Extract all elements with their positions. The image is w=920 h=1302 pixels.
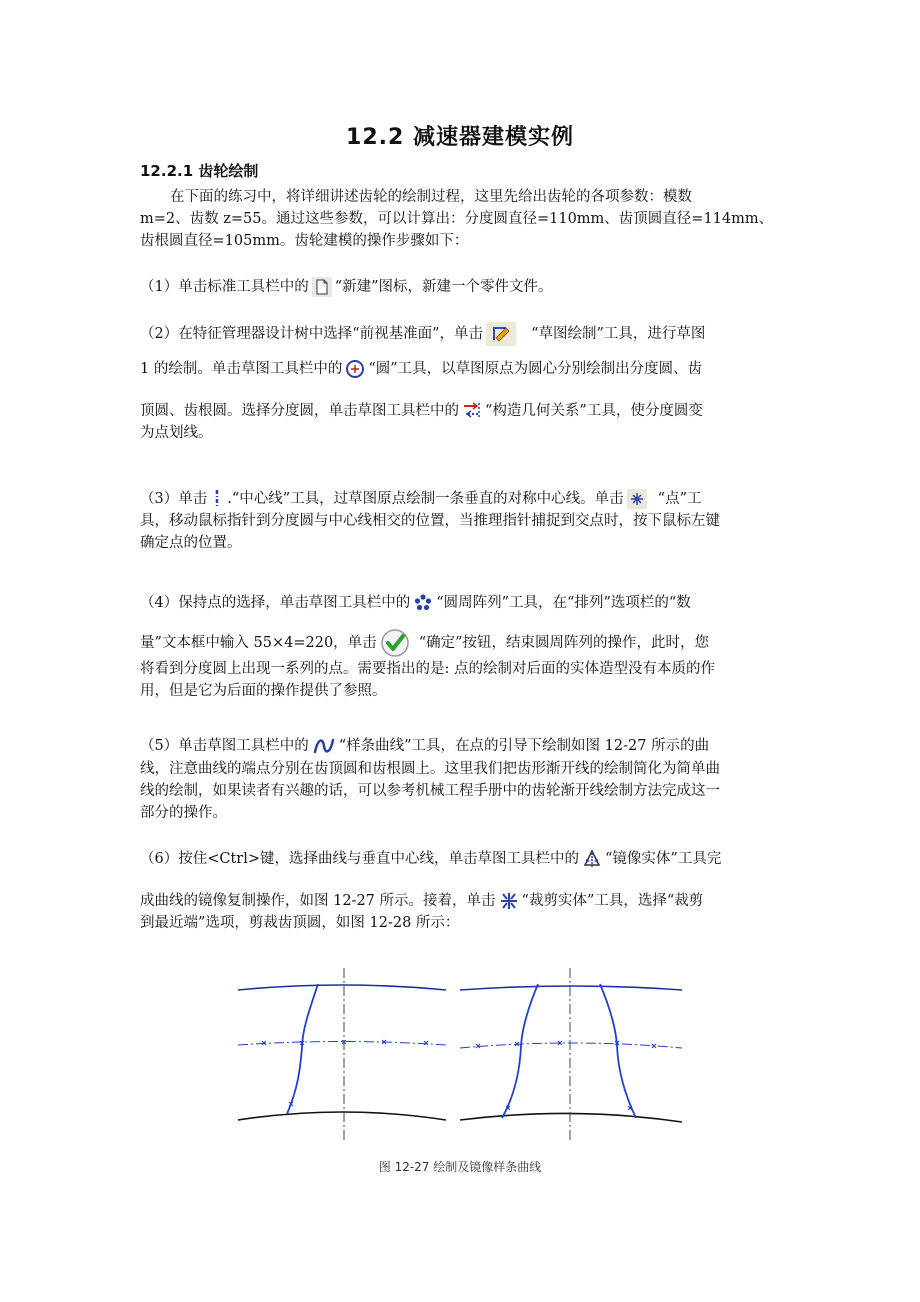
intro-line: m=2、齿数 z=55。通过这些参数，可以计算出：分度圆直径=110mm、齿顶圆直径=114mm、 [140, 211, 774, 227]
figure-left-panel [238, 968, 446, 1140]
step-4-text: （4）保持点的选择，单击草图工具栏中的 [140, 595, 411, 611]
step-3-text: 具，移动鼠标指针到分度圆与中心线相交的位置，当推理指针捕捉到交点时，按下鼠标左键 [140, 513, 720, 529]
dedendum-circle [460, 1113, 682, 1122]
step-5-text: 部分的操作。 [140, 805, 227, 821]
step-4 [140, 592, 784, 702]
circle-icon [345, 359, 365, 379]
step-5-text: 线的绘制，如果读者有兴趣的话，可以参考机械工程手册中的齿轮渐开线绘制方法完成这一 [140, 783, 720, 799]
step-5-text: 线，注意曲线的端点分别在齿顶圆和齿根圆上。这里我们把齿形渐开线的绘制简化为简单曲 [140, 761, 720, 777]
trim-icon [499, 891, 519, 911]
addendum-circle [460, 986, 682, 990]
point-icon [627, 489, 647, 509]
step-2-text: 1 的绘制。单击草图工具栏中的 [140, 361, 343, 377]
step-5 [140, 734, 784, 824]
pitch-circle [460, 1043, 682, 1048]
figure-12-27 [232, 968, 688, 1148]
step-2-text: 顶圆、齿根圆。选择分度圆，单击草图工具栏中的 [140, 403, 459, 419]
mirrored-spline-curve [600, 984, 636, 1118]
addendum-circle [238, 985, 446, 990]
new-file-icon [312, 277, 332, 297]
step-2-text: “草图绘制”工具，进行草图 [531, 326, 706, 342]
step-6-text: 成曲线的镜像复制操作，如图 12-27 所示。接着，单击 [140, 893, 496, 909]
step-4-text: “确定”按钮，结束圆周阵列的操作，此时，您 [418, 635, 710, 651]
mirror-icon [582, 849, 602, 869]
step-4-text: 用，但是它为后面的操作提供了参照。 [140, 683, 387, 699]
intro-line: 齿根圆直径=105mm。齿轮建模的操作步骤如下： [140, 233, 469, 249]
step-5-text: （5）单击草图工具栏中的 [140, 738, 309, 754]
step-1-text: “新建”图标，新建一个零件文件。 [334, 279, 553, 295]
circular-pattern-icon [413, 593, 433, 613]
step-6 [140, 848, 784, 934]
step-3-text: .“中心线”工具，过草图原点绘制一条垂直的对称中心线。单击 [227, 491, 624, 507]
ok-check-icon [380, 628, 410, 658]
step-1 [140, 276, 784, 298]
step-2-text: “圆”工具，以草图原点为圆心分别绘制出分度圆、齿 [368, 361, 703, 377]
dedendum-circle [238, 1112, 446, 1120]
step-6-text: （6）按住<Ctrl>键，选择曲线与垂直中心线，单击草图工具栏中的 [140, 851, 580, 867]
spline-curve [502, 984, 538, 1118]
centerline-icon [210, 489, 224, 509]
step-4-text: 量”文本框中输入 55×4=220，单击 [140, 635, 377, 651]
sketch-icon [486, 322, 516, 346]
step-2-text: （2）在特征管理器设计树中选择“前视基准面”，单击 [140, 326, 484, 342]
step-6-text: “裁剪实体”工具，选择“裁剪 [521, 893, 704, 909]
step-4-text: 将看到分度圆上出现一系列的点。需要指出的是: 点的绘制对后面的实体造型没有本质的作 [140, 661, 715, 677]
figure-caption: 图 12-27 绘制及镜像样条曲线 [378, 1160, 542, 1174]
step-2 [140, 322, 784, 444]
step-4-text: “圆周阵列”工具，在“排列”选项栏的“数 [436, 595, 691, 611]
pitch-points [262, 1040, 428, 1106]
step-3-text: （3）单击 [140, 491, 208, 507]
step-5-text: “样条曲线”工具，在点的引导下绘制如图 12-27 所示的曲 [338, 738, 710, 754]
step-3 [140, 488, 784, 554]
step-3-text: “点”工 [657, 491, 702, 507]
intro-paragraph [140, 186, 784, 252]
step-6-text: “镜像实体”工具完 [605, 851, 722, 867]
construction-geometry-icon [462, 401, 482, 421]
step-6-text: 到最近端”选项，剪裁齿顶圆，如图 12-28 所示： [140, 915, 460, 931]
step-3-text: 确定点的位置。 [140, 535, 242, 551]
page-title: 12.2 减速器建模实例 [346, 125, 574, 150]
figure-right-panel [460, 968, 682, 1140]
spline-curve [287, 984, 318, 1114]
step-2-text: 为点划线。 [140, 425, 213, 441]
spline-icon [312, 734, 336, 758]
step-1-text: （1）单击标准工具栏中的 [140, 279, 309, 295]
section-heading: 12.2.1 齿轮绘制 [140, 162, 259, 180]
step-2-text: “构造几何关系”工具，使分度圆变 [485, 403, 703, 419]
pitch-circle [238, 1042, 446, 1046]
intro-line: 在下面的练习中，将详细讲述齿轮的绘制过程，这里先给出齿轮的各项参数：模数 [170, 189, 692, 205]
